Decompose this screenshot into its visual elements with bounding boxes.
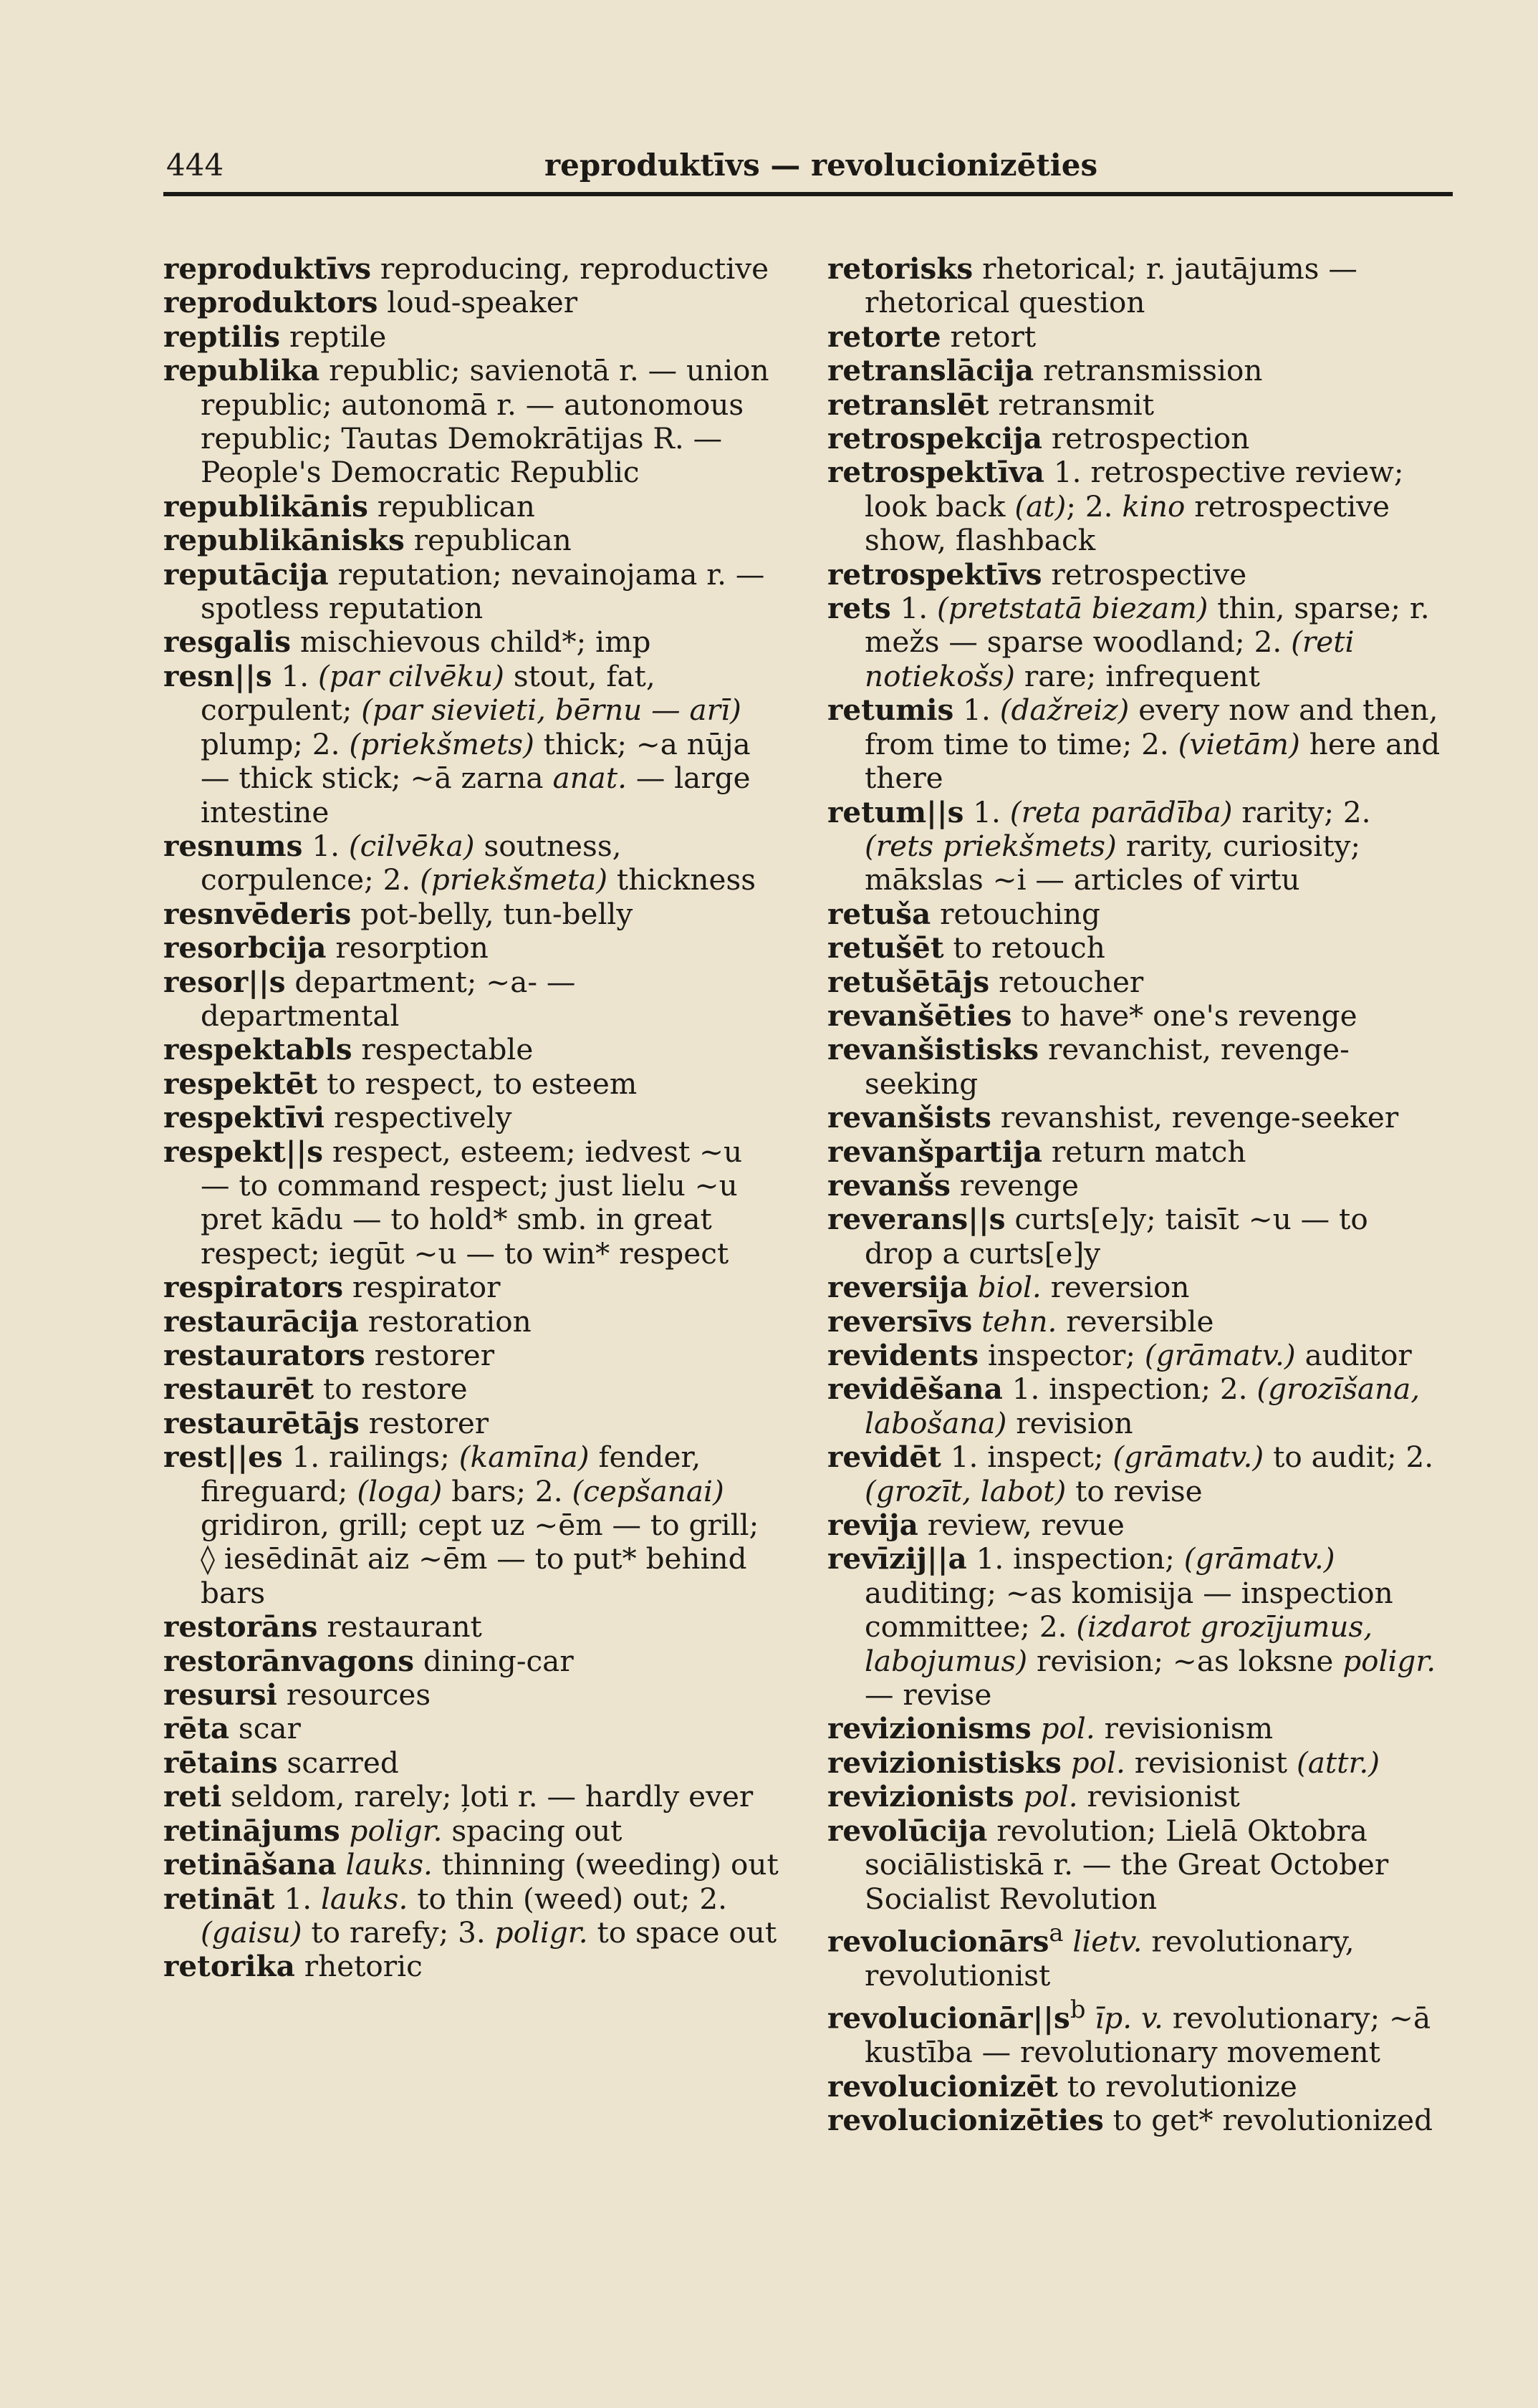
- headword: revidēšana: [827, 1372, 1003, 1407]
- definition-text: gridiron, grill; cept uz ~ēm — to grill; ◊ iesēdināt aiz ~ēm — to put* behind bars: [201, 1508, 759, 1610]
- headword: retrospektīva: [827, 455, 1044, 490]
- dictionary-entry: [163, 490, 779, 524]
- dictionary-entry: [827, 1169, 1443, 1203]
- definition-text: retransmission: [1034, 353, 1263, 388]
- italic-label: pol.: [1040, 1711, 1095, 1746]
- definition-text: [1062, 1745, 1071, 1780]
- definition-text: to retouch: [943, 930, 1105, 965]
- dictionary-entry: [827, 388, 1443, 422]
- definition-text: retrospective: [1042, 557, 1247, 592]
- headword: rētains: [163, 1745, 278, 1780]
- dictionary-entry: [827, 1780, 1443, 1814]
- dictionary-entry: [163, 931, 779, 965]
- headword: retināšana: [163, 1847, 337, 1882]
- italic-label: lietv.: [1072, 1924, 1143, 1959]
- definition-text: dining-car: [414, 1643, 574, 1678]
- definition-text: 1.: [963, 794, 1010, 829]
- definition-text: 1. inspect;: [941, 1440, 1113, 1475]
- headword: restaurācija: [163, 1304, 359, 1339]
- dictionary-entry: [827, 320, 1443, 354]
- header-rule: [163, 192, 1453, 196]
- definition-text: to space out: [587, 1915, 777, 1950]
- headword: revanšs: [827, 1167, 951, 1203]
- dictionary-entry: [163, 1712, 779, 1745]
- dictionary-entry: [163, 1339, 779, 1372]
- italic-label: (attr.): [1296, 1745, 1380, 1780]
- definition-text: rhetorical; r. jautājums — rhetorical question: [865, 251, 1357, 320]
- definition-text: 1. inspection; 2.: [1002, 1372, 1257, 1407]
- headword: retorte: [827, 319, 941, 354]
- definition-text: to audit; 2.: [1264, 1440, 1434, 1475]
- definition-text: — large intestine: [201, 761, 751, 829]
- definition-text: inspector;: [979, 1338, 1145, 1372]
- definition-text: [969, 1270, 978, 1304]
- italic-label: lauks.: [345, 1847, 433, 1882]
- dictionary-entry: [827, 1993, 1443, 2069]
- headword: revija: [827, 1508, 918, 1543]
- definition-text: revolutionary, revolutionist: [865, 1924, 1355, 1993]
- dictionary-entry: [163, 1305, 779, 1339]
- headword: reputācija: [163, 557, 329, 592]
- headword: respektabls: [163, 1032, 352, 1067]
- definition-text: auditing; ~as komisija — inspection committee; 2.: [865, 1575, 1393, 1644]
- headword: retuša: [827, 896, 931, 931]
- dictionary-entry: [163, 1407, 779, 1440]
- headword: revidēt: [827, 1440, 941, 1475]
- headword: revanšists: [827, 1100, 991, 1135]
- definition-text: spacing out: [442, 1813, 623, 1848]
- dictionary-entry: [163, 1440, 779, 1610]
- italic-label: pol.: [1023, 1779, 1078, 1814]
- definition-text: [337, 1847, 346, 1882]
- headword: restaurētājs: [163, 1405, 360, 1440]
- headword: respektēt: [163, 1066, 318, 1101]
- headword: reproduktīvs: [163, 251, 372, 286]
- headword: reproduktors: [163, 285, 378, 320]
- headword: restorānvagons: [163, 1643, 415, 1678]
- dictionary-entry: [827, 2070, 1443, 2104]
- dictionary-entry: [827, 1746, 1443, 1780]
- definition-text: seldom, rarely; ļoti r. — hardly ever: [221, 1779, 754, 1814]
- dictionary-entry: [827, 1135, 1443, 1169]
- definition-text: curts[e]y; taisīt ~u — to drop a curts[e]y: [865, 1202, 1368, 1271]
- italic-label: tehn.: [981, 1304, 1057, 1339]
- headword: revīzij||a: [827, 1541, 967, 1576]
- definition-text: rarity; 2.: [1232, 794, 1371, 829]
- italic-label: (vietām): [1178, 726, 1300, 761]
- definition-text: resorption: [326, 930, 489, 965]
- dictionary-entry: [827, 965, 1443, 999]
- definition-text: republican: [367, 488, 535, 524]
- definition-text: pot-belly, tun-belly: [351, 896, 633, 931]
- dictionary-entry: [827, 796, 1443, 897]
- headword: revolūcija: [827, 1813, 988, 1848]
- dictionary-entry: [827, 693, 1443, 795]
- dictionary-entry: [163, 524, 779, 557]
- italic-label: (priekšmeta): [420, 862, 608, 897]
- definition-text: revisionism: [1095, 1711, 1274, 1746]
- definition-text: [340, 1814, 350, 1848]
- dictionary-entry: [827, 1440, 1443, 1508]
- definition-text: plump; 2.: [201, 726, 350, 761]
- headword: revolucionizēties: [827, 2102, 1104, 2137]
- definition-text: thinning (weeding) out: [432, 1847, 779, 1882]
- italic-label: (rets priekšmets): [865, 828, 1117, 863]
- headword: rets: [827, 591, 891, 626]
- dictionary-entry: [163, 1644, 779, 1678]
- dictionary-entry: [827, 1372, 1443, 1440]
- definition-text: fender, fireguard;: [201, 1440, 701, 1508]
- dictionary-entry: [827, 1508, 1443, 1542]
- definition-text: [1064, 1924, 1073, 1958]
- dictionary-entry: [827, 1101, 1443, 1135]
- italic-label: īp. v.: [1095, 2000, 1163, 2036]
- definition-text: reversible: [1057, 1304, 1214, 1339]
- dictionary-entry: [827, 1814, 1443, 1916]
- headword: retrospekcija: [827, 421, 1043, 456]
- definition-text: to thin (weed) out; 2.: [408, 1881, 727, 1916]
- italic-label: pol.: [1070, 1745, 1125, 1780]
- definition-text: soutness, corpulence; 2.: [201, 828, 622, 897]
- dictionary-entry: [827, 592, 1443, 693]
- dictionary-entry: [163, 1678, 779, 1712]
- italic-label: (priekšmets): [349, 726, 534, 761]
- definition-text: stout, fat, corpulent;: [201, 658, 655, 728]
- dictionary-entry: [827, 999, 1443, 1033]
- definition-text: revolution; Lielā Oktobra sociālistiskā r. — the Great October Socialist Revolution: [865, 1813, 1389, 1916]
- italic-label: anat.: [552, 761, 627, 796]
- dictionary-entry: [163, 1610, 779, 1644]
- definition-text: loud-speaker: [378, 285, 578, 320]
- headword: retrospektīvs: [827, 557, 1042, 592]
- italic-label: (dažreiz): [999, 693, 1130, 728]
- definition-text: 1.: [274, 1881, 321, 1916]
- headword: retinājums: [163, 1813, 340, 1848]
- page-number: 444: [166, 148, 224, 183]
- definition-text: revisionist: [1077, 1779, 1240, 1814]
- dictionary-entry: [163, 625, 779, 659]
- headword: retorika: [163, 1949, 295, 1984]
- definition-text: reputation; nevainojama r. — spotless reputation: [201, 557, 765, 626]
- dictionary-entry: [163, 1135, 779, 1271]
- italic-label: (grāmatv.): [1144, 1338, 1296, 1372]
- headword: reti: [163, 1779, 222, 1814]
- dictionary-entry: [163, 354, 779, 490]
- headword: retināt: [163, 1881, 275, 1916]
- italic-label: (kamīna): [458, 1440, 590, 1475]
- dictionary-entry: [827, 1916, 1443, 1993]
- dictionary-entry: [827, 456, 1443, 557]
- dictionary-entry: [827, 1712, 1443, 1745]
- headword: revolucionizēt: [827, 2069, 1058, 2104]
- headword: resnvēderis: [163, 896, 352, 931]
- dictionary-entry: [827, 354, 1443, 387]
- definition-text: scarred: [277, 1745, 399, 1780]
- definition-text: [1085, 2001, 1095, 2036]
- definition-text: [1032, 1711, 1041, 1745]
- definition-text: every now and then, from time to time; 2.: [865, 693, 1438, 761]
- definition-text: to rarefy; 3.: [302, 1915, 495, 1950]
- dictionary-entry: [163, 558, 779, 626]
- definition-text: thin, sparse; r. mežs — sparse woodland; 2.: [865, 591, 1430, 660]
- dictionary-entry: [827, 558, 1443, 592]
- definition-text: revanchist, revenge-seeking: [865, 1032, 1350, 1101]
- italic-label: (izdarot grozījumus, labojumus): [865, 1609, 1373, 1678]
- headword: revolucionār||s: [827, 2000, 1070, 2036]
- definition-text: retouching: [931, 896, 1100, 931]
- italic-label: poligr.: [349, 1813, 443, 1848]
- headword: restaurators: [163, 1338, 365, 1372]
- headword: restorāns: [163, 1609, 318, 1644]
- headword: resorbcija: [163, 930, 327, 965]
- definition-text: — revise: [865, 1677, 992, 1713]
- definition-text: reversion: [1041, 1270, 1190, 1305]
- headword: respekt||s: [163, 1134, 324, 1169]
- dictionary-entry: [163, 660, 779, 829]
- definition-text: mischievous child*; imp: [291, 625, 651, 660]
- dictionary-entry: [827, 1339, 1443, 1372]
- definition-text: ; 2.: [1066, 488, 1123, 524]
- headword: rēta: [163, 1711, 230, 1746]
- definition-text: 1. inspection;: [966, 1541, 1184, 1576]
- italic-label: (grozīt, labot): [865, 1473, 1067, 1508]
- italic-label: (par cilvēku): [318, 658, 504, 693]
- dictionary-entry: [163, 252, 779, 286]
- italic-label: poligr.: [494, 1915, 588, 1950]
- dictionary-entry: [163, 1882, 779, 1950]
- definition-text: restaurant: [317, 1609, 482, 1644]
- italic-label: (cepšanai): [572, 1473, 724, 1508]
- homonym-index: b: [1070, 1995, 1086, 2024]
- italic-label: kino: [1122, 488, 1186, 524]
- dictionary-entry: [163, 1814, 779, 1848]
- headword: rest||es: [163, 1440, 283, 1475]
- definition-text: restorer: [359, 1405, 489, 1440]
- italic-label: (loga): [357, 1473, 443, 1508]
- dictionary-entry: [163, 1101, 779, 1135]
- dictionary-entry: [827, 1542, 1443, 1712]
- headword: revolucionārs: [827, 1924, 1049, 1959]
- dictionary-entry: [163, 1372, 779, 1406]
- italic-label: (grāmatv.): [1112, 1440, 1264, 1475]
- definition-text: to get* revolutionized: [1103, 2102, 1433, 2137]
- definition-text: respect, esteem; iedvest ~u — to command respect; just lielu ~u pret kādu — to hold* smb. in great respect; iegūt ~u — to win* respect: [201, 1134, 743, 1271]
- definition-text: thickness: [607, 862, 756, 897]
- dictionary-entry: [827, 422, 1443, 456]
- headword: revizionistisks: [827, 1745, 1062, 1780]
- headword: retum||s: [827, 794, 964, 829]
- definition-text: here and there: [865, 726, 1441, 796]
- definition-text: 1.: [953, 693, 1000, 728]
- definition-text: 1.: [302, 828, 349, 863]
- italic-label: (at): [1014, 488, 1067, 524]
- homonym-index: a: [1049, 1918, 1064, 1947]
- definition-text: rhetoric: [294, 1949, 423, 1984]
- headword: retušēt: [827, 930, 944, 965]
- definition-text: revision; ~as loksne: [1027, 1643, 1343, 1678]
- headword: reversīvs: [827, 1304, 973, 1339]
- definition-text: respirator: [343, 1270, 501, 1305]
- dictionary-entry: [827, 1271, 1443, 1304]
- definition-text: retort: [941, 319, 1037, 354]
- italic-label: biol.: [977, 1270, 1042, 1305]
- dictionary-entry: [163, 286, 779, 319]
- definition-text: retrospection: [1042, 421, 1250, 456]
- italic-label: (grozīšana, labošana): [865, 1372, 1421, 1440]
- headword: resn||s: [163, 658, 272, 693]
- headword: reverans||s: [827, 1202, 1006, 1237]
- definition-text: revolutionary; ~ā kustība — revolutionary movement: [865, 2000, 1431, 2070]
- dictionary-entry: [163, 829, 779, 897]
- definition-text: reproducing, reproductive: [371, 251, 769, 286]
- definition-text: revisionist: [1125, 1745, 1297, 1780]
- headword: resnums: [163, 828, 303, 863]
- headword: retušētājs: [827, 964, 990, 999]
- headword: revizionisms: [827, 1711, 1032, 1746]
- italic-label: (gaisu): [201, 1915, 302, 1950]
- dictionary-entry: [163, 320, 779, 354]
- definition-text: to restore: [314, 1372, 468, 1407]
- headword: reversija: [827, 1270, 969, 1305]
- definition-text: revanshist, revenge-seeker: [991, 1100, 1399, 1135]
- dictionary-entry: [163, 1950, 779, 1983]
- definition-text: scar: [229, 1711, 301, 1746]
- definition-text: to respect, to esteem: [317, 1066, 638, 1101]
- definition-text: retoucher: [989, 964, 1144, 999]
- headword: revanšpartija: [827, 1134, 1043, 1169]
- definition-text: retrospective show, flashback: [865, 488, 1390, 558]
- dictionary-entry: [163, 965, 779, 1034]
- headword: retranslēt: [827, 387, 989, 422]
- headword: restaurēt: [163, 1372, 314, 1407]
- definition-text: department; ~a- — departmental: [201, 964, 576, 1033]
- definition-text: bars; 2.: [442, 1473, 572, 1508]
- definition-text: revision: [1006, 1405, 1133, 1440]
- dictionary-entry: [163, 1780, 779, 1814]
- headword: revizionists: [827, 1779, 1014, 1814]
- definition-text: 1.: [890, 591, 938, 626]
- left-column: [163, 252, 779, 1984]
- definition-text: resources: [277, 1677, 431, 1713]
- headword: republikānisks: [163, 523, 405, 558]
- definition-text: restorer: [365, 1338, 495, 1372]
- definition-text: 1.: [271, 658, 319, 693]
- definition-text: republic; savienotā r. — union republic; autonomā r. — autonomous republic; Tautas Demokrātijas R. — People's Democratic Republic: [201, 353, 769, 490]
- definition-text: rarity, curiosity; mākslas ~i — articles of virtu: [865, 828, 1361, 897]
- definition-text: [972, 1304, 981, 1339]
- headword: respektīvi: [163, 1100, 325, 1135]
- dictionary-entry: [163, 897, 779, 931]
- headword: republikānis: [163, 488, 368, 524]
- dictionary-entry: [163, 1746, 779, 1780]
- dictionary-entry: [827, 931, 1443, 965]
- right-column: [827, 252, 1443, 2137]
- dictionary-entry: [827, 2104, 1443, 2137]
- italic-label: (cilvēka): [348, 828, 475, 863]
- dictionary-entry: [163, 1848, 779, 1882]
- dictionary-entry: [827, 897, 1443, 931]
- dictionary-entry: [827, 1203, 1443, 1271]
- headword: republika: [163, 353, 320, 388]
- definition-text: to have* one's revenge: [1011, 998, 1357, 1033]
- headword: revanšēties: [827, 998, 1012, 1033]
- italic-label: (par sievieti, bērnu — arī): [361, 693, 741, 728]
- italic-label: poligr.: [1342, 1643, 1436, 1678]
- definition-text: respectable: [352, 1032, 534, 1067]
- definition-text: revenge: [950, 1167, 1079, 1203]
- headword: resgalis: [163, 625, 292, 660]
- definition-text: review, revue: [918, 1508, 1125, 1543]
- definition-text: reptile: [280, 319, 387, 354]
- headword: reptilis: [163, 319, 281, 354]
- italic-label: (grāmatv.): [1183, 1541, 1335, 1576]
- definition-text: auditor: [1295, 1338, 1412, 1372]
- definition-text: 1. retrospective review; look back: [865, 455, 1404, 524]
- dictionary-entry: [827, 252, 1443, 320]
- definition-text: to revise: [1066, 1473, 1203, 1508]
- definition-text: republican: [404, 523, 572, 558]
- italic-label: (pretstatā biezam): [937, 591, 1208, 626]
- headword: revidents: [827, 1338, 979, 1372]
- headword: respirators: [163, 1270, 344, 1305]
- definition-text: 1. railings;: [282, 1440, 459, 1475]
- dictionary-entry: [163, 1067, 779, 1101]
- headword: retorisks: [827, 251, 974, 286]
- definition-text: respectively: [325, 1100, 512, 1135]
- headword: resursi: [163, 1677, 277, 1713]
- headword: resor||s: [163, 964, 286, 999]
- definition-text: [1014, 1779, 1024, 1814]
- headword: retranslācija: [827, 353, 1034, 388]
- italic-label: lauks.: [320, 1881, 408, 1916]
- definition-text: restoration: [358, 1304, 532, 1339]
- dictionary-entry: [163, 1271, 779, 1304]
- italic-label: (reti notiekošs): [865, 625, 1355, 693]
- italic-label: (reta parādība): [1009, 794, 1233, 829]
- running-head: reproduktīvs — revolucionizēties: [544, 148, 1098, 183]
- definition-text: to revolutionize: [1057, 2069, 1297, 2104]
- headword: retumis: [827, 693, 954, 728]
- dictionary-entry: [827, 1033, 1443, 1101]
- definition-text: retransmit: [989, 387, 1154, 422]
- definition-text: thick; ~a nūja — thick stick; ~ā zarna: [201, 726, 751, 796]
- dictionary-entry: [827, 1305, 1443, 1339]
- dictionary-entry: [163, 1033, 779, 1066]
- definition-text: rare; infrequent: [1014, 658, 1260, 693]
- headword: revanšistisks: [827, 1032, 1039, 1067]
- definition-text: return match: [1042, 1134, 1246, 1169]
